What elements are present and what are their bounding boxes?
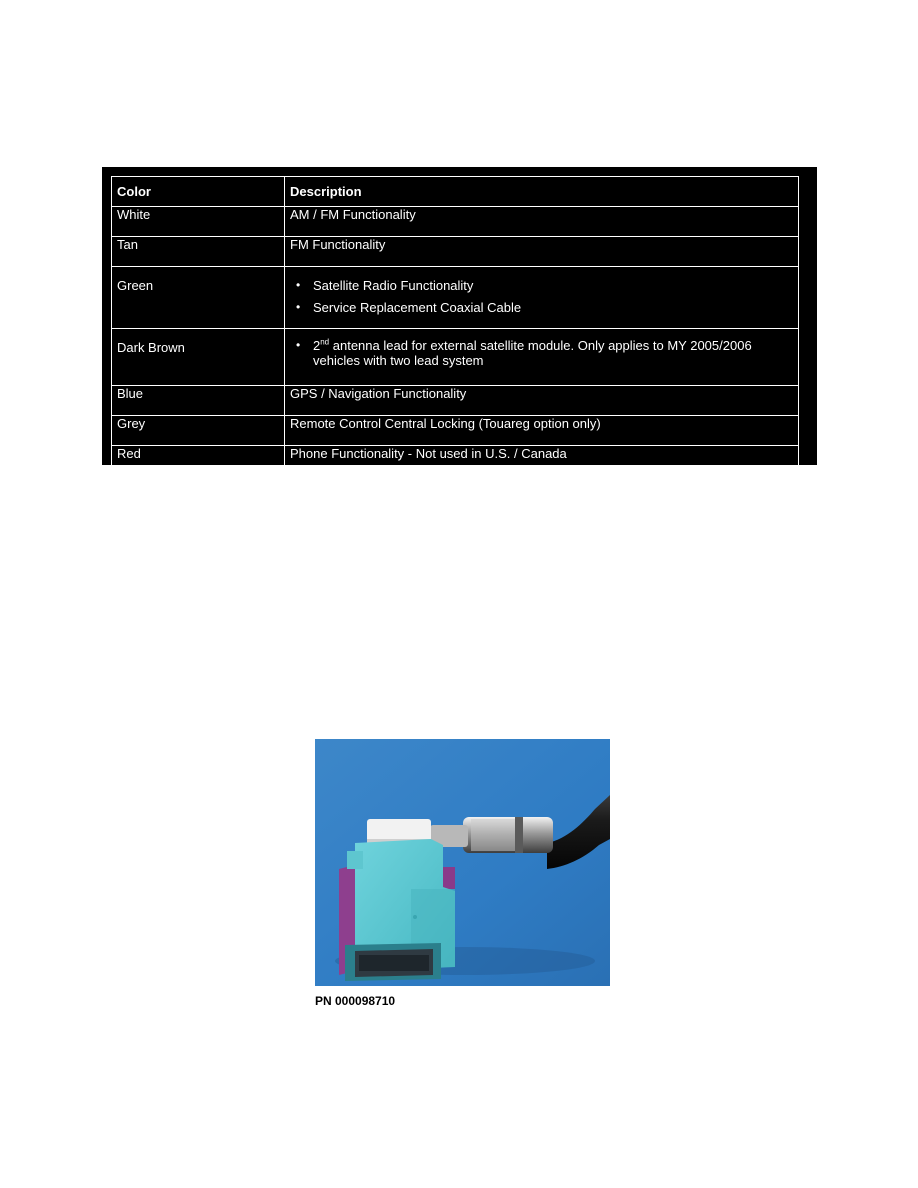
table-row	[112, 446, 799, 476]
description-cell: Remote Control Central Locking (Touareg option only)	[285, 416, 799, 446]
description-cell: FM Functionality	[285, 237, 799, 267]
color-cell: Dark Brown	[112, 329, 285, 386]
figure-caption: PN 000098710	[315, 994, 396, 1008]
table-row	[112, 329, 799, 386]
table-row	[112, 267, 799, 329]
description-cell: AM / FM Functionality	[285, 207, 799, 237]
color-cell: Grey	[112, 416, 285, 446]
description-cell	[285, 267, 799, 329]
antenna-color-table-panel	[102, 167, 817, 465]
header-description: Description	[285, 177, 799, 207]
ordinal-number: 2	[313, 338, 321, 353]
color-cell: Red	[112, 446, 285, 476]
table-row	[112, 207, 799, 237]
table-row	[112, 386, 799, 416]
header-color: Color	[112, 177, 285, 207]
connector-photo	[315, 739, 610, 986]
description-cell	[285, 329, 799, 386]
bullet-item	[290, 338, 798, 368]
color-cell: Tan	[112, 237, 285, 267]
ordinal-suffix: nd	[320, 337, 330, 347]
antenna-color-table	[111, 176, 799, 476]
table-row	[112, 416, 799, 446]
description-cell: Phone Functionality - Not used in U.S. / Canada	[285, 446, 799, 476]
color-cell: Blue	[112, 386, 285, 416]
table-row	[112, 237, 799, 267]
bullet-item: • Satellite Radio Functionality	[290, 278, 798, 293]
description-cell: GPS / Navigation Functionality	[285, 386, 799, 416]
bullet-list	[290, 267, 798, 315]
bullet-list	[290, 329, 798, 368]
color-cell: White	[112, 207, 285, 237]
bullet-item: • Service Replacement Coaxial Cable	[290, 300, 798, 315]
bullet-text: antenna lead for external satellite module. Only applies to MY 2005/2006 vehicles with two lead system	[313, 338, 752, 368]
color-cell: Green	[112, 267, 285, 329]
table-header-row	[112, 177, 799, 207]
